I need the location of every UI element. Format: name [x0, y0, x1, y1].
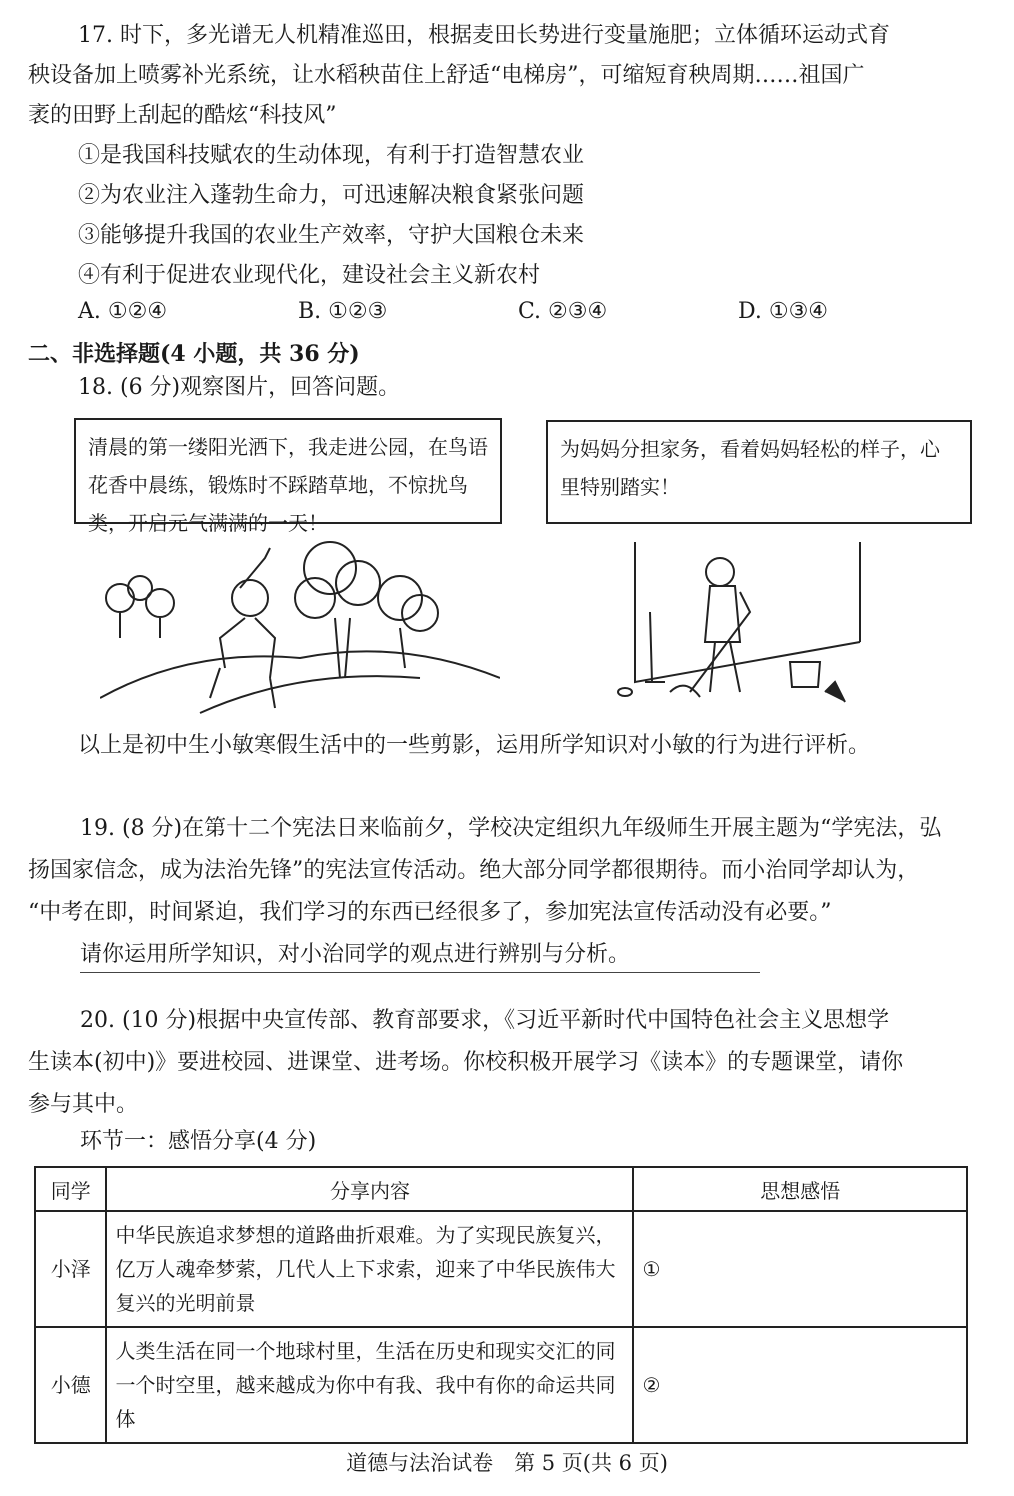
row-2-content: 人类生活在同一个地球村里，生活在历史和现实交汇的同一个时空里，越来越成为你中有我、我中有你的命运共同体 [106, 1327, 633, 1443]
q19-line-1: 19. (8 分)在第十二个宪法日来临前夕，学校决定组织九年级师生开展主题为“学宪法，弘 [80, 816, 942, 841]
row-1-student: 小泽 [35, 1211, 106, 1327]
question-19 [28, 808, 978, 976]
table-row [35, 1211, 967, 1327]
q20-line-3: 参与其中。 [28, 1092, 139, 1117]
q17-stem-line-1: 17. 时下，多光谱无人机精准巡田，根据麦田长势进行变量施肥；立体循环运动式育 [78, 23, 890, 48]
q17-options [78, 292, 978, 332]
q19-line-3: “中考在即，时间紧迫，我们学习的东西已经很多了，参加宪法宣传活动没有必要。” [28, 900, 832, 925]
illustration-sweeping-floor [590, 532, 890, 728]
q17-item-4: ④有利于促进农业现代化，建设社会主义新农村 [78, 263, 541, 288]
illustration-morning-exercise [100, 528, 500, 718]
table-header-row [35, 1167, 967, 1211]
q20-line-1: 20. (10 分)根据中央宣传部、教育部要求，《习近平新时代中国特色社会主义思想学 [80, 1008, 890, 1033]
caption-box-park: 清晨的第一缕阳光洒下，我走进公园，在鸟语花香中晨练，锻炼时不踩踏草地，不惊扰鸟类，开启元气满满的一天！ [74, 418, 502, 524]
q17-stem-line-3: 袤的田野上刮起的酷炫“科技风” [28, 103, 337, 128]
table-row [35, 1327, 967, 1443]
q17-item-1: ①是我国科技赋农的生动体现，有利于打造智慧农业 [78, 143, 585, 168]
reflection-table [34, 1166, 968, 1444]
divider [80, 972, 760, 973]
q19-line-2: 扬国家信念，成为法治先锋”的宪法宣传活动。绝大部分同学都很期待。而小治同学却认为， [28, 858, 920, 883]
header-reflection: 思想感悟 [633, 1167, 967, 1211]
option-d: D. ①③④ [738, 299, 829, 324]
q20-step-1: 环节一：感悟分享(4 分) [80, 1129, 317, 1154]
row-1-content: 中华民族追求梦想的道路曲折艰难。为了实现民族复兴，亿万人魂牵梦萦，几代人上下求索，迎来了中华民族伟大复兴的光明前景 [106, 1211, 633, 1327]
question-20 [28, 1000, 978, 1126]
option-c: C. ②③④ [518, 299, 608, 324]
row-2-answer-blank[interactable]: ② [633, 1327, 967, 1443]
q19-line-4: 请你运用所学知识，对小治同学的观点进行辨别与分析。 [80, 942, 631, 967]
row-1-answer-blank[interactable]: ① [633, 1211, 967, 1327]
header-student: 同学 [35, 1167, 106, 1211]
section-2-heading: 二、非选择题(4 小题，共 36 分) [28, 341, 360, 367]
q18-question: 以上是初中生小敏寒假生活中的一些剪影，运用所学知识对小敏的行为进行评析。 [78, 733, 871, 758]
option-a: A. ①②④ [78, 299, 168, 324]
q17-stem-line-2: 秧设备加上喷雾补光系统，让水稻秧苗住上舒适“电梯房”，可缩短育秧周期……祖国广 [28, 63, 865, 88]
row-2-student: 小德 [35, 1327, 106, 1443]
q20-line-2: 生读本(初中)》要进校园、进课堂、进考场。你校积极开展学习《读本》的专题课堂，请你 [28, 1050, 904, 1075]
q17-item-3: ③能够提升我国的农业生产效率，守护大国粮仓未来 [78, 223, 585, 248]
option-b: B. ①②③ [298, 299, 388, 324]
header-content: 分享内容 [106, 1167, 633, 1211]
page-footer: 道德与法治试卷 第 5 页(共 6 页) [346, 1451, 668, 1475]
q18-stem: 18. (6 分)观察图片，回答问题。 [78, 375, 401, 400]
question-17 [28, 16, 978, 296]
q17-item-2: ②为农业注入蓬勃生命力，可迅速解决粮食紧张问题 [78, 183, 585, 208]
caption-box-housework: 为妈妈分担家务，看着妈妈轻松的样子，心里特别踏实！ [546, 420, 972, 524]
